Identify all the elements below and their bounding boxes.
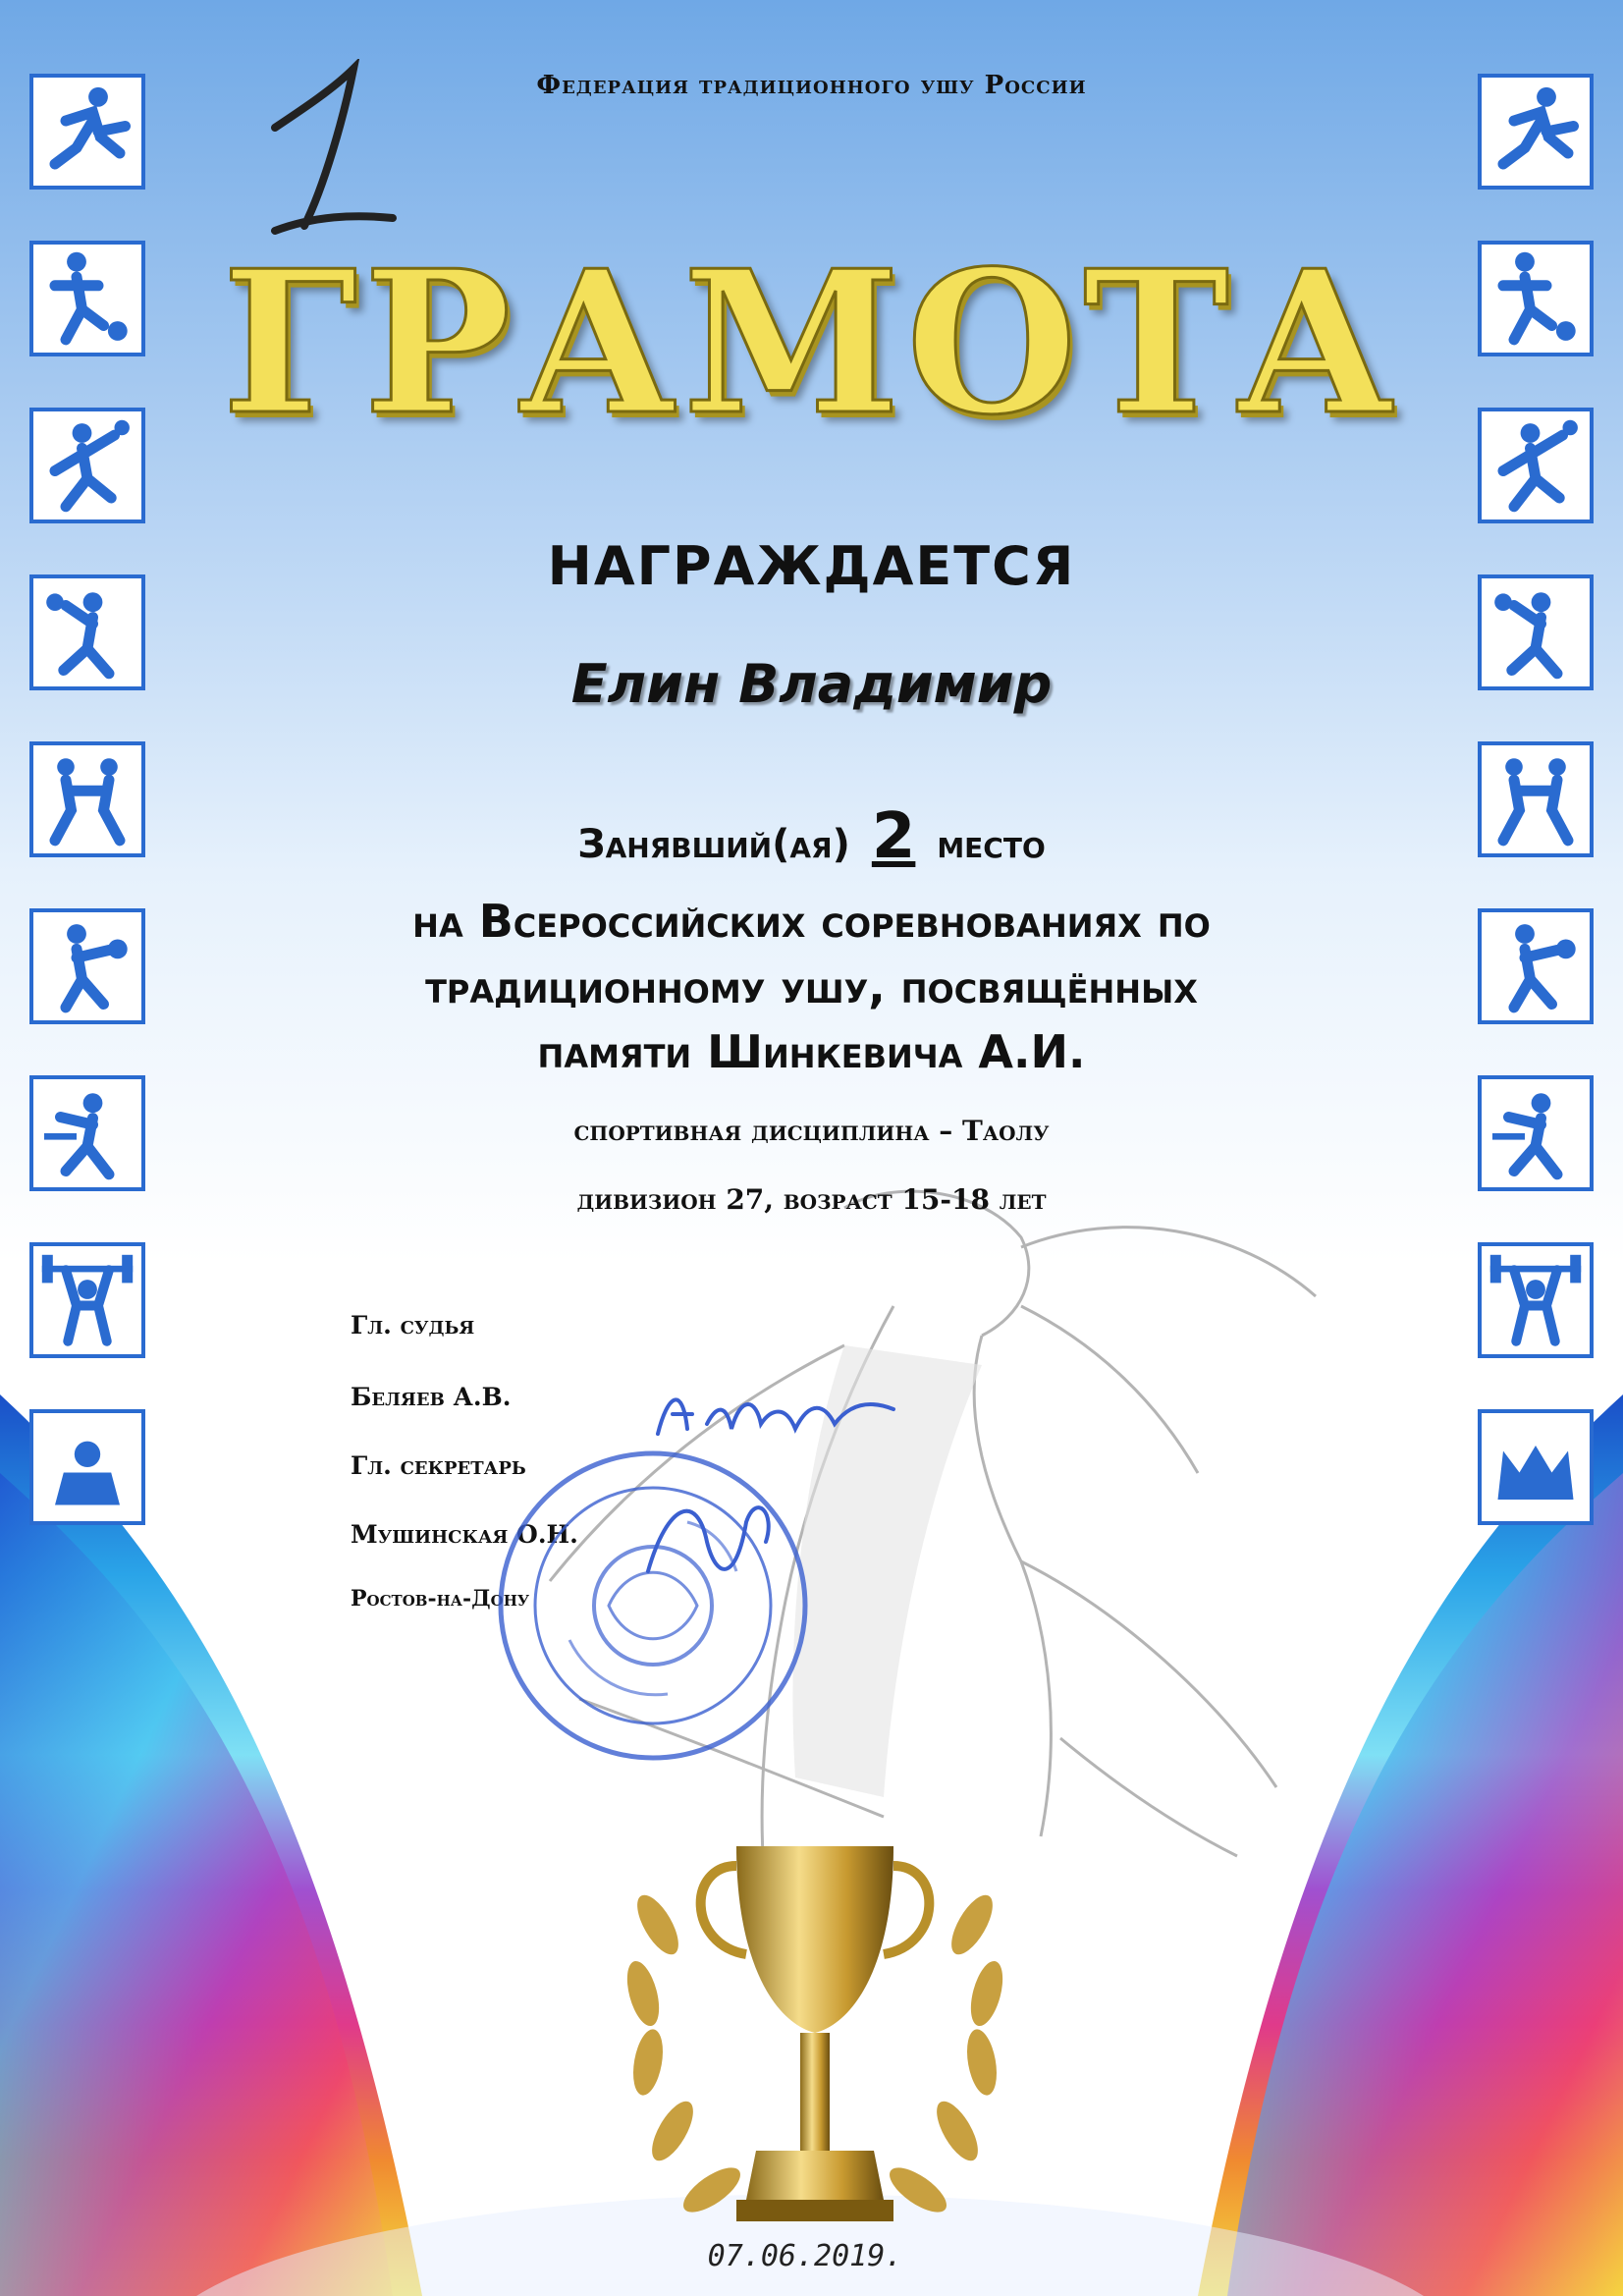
- running-icon: [1478, 74, 1594, 190]
- football-icon: [1478, 241, 1594, 356]
- chief-secretary-label: Гл. секретарь: [351, 1451, 526, 1480]
- discipline-line: спортивная дисциплина – Таолу: [573, 1115, 1050, 1147]
- table-tennis-icon: [29, 1075, 145, 1191]
- certificate-title: ГРАМОТА: [222, 228, 1401, 459]
- federation-name: Федерация традиционного ушу России: [536, 71, 1087, 100]
- boxing-icon: [1478, 908, 1594, 1024]
- boxing-icon: [29, 908, 145, 1024]
- event-line: традиционному ушу, посвящённых: [425, 959, 1198, 1013]
- judge-signature: [648, 1375, 903, 1453]
- division-line: дивизион 27, возраст 15-18 лет: [576, 1183, 1047, 1216]
- football-icon: [29, 241, 145, 356]
- event-line: на Всероссийских соревнованиях по: [412, 895, 1211, 948]
- place-number: 2: [871, 800, 916, 873]
- place-suffix: место: [937, 822, 1046, 867]
- chess-icon: [29, 1409, 145, 1525]
- chief-judge-name: Беляев А.В.: [351, 1383, 512, 1411]
- wrestling-icon: [29, 741, 145, 857]
- place-line: [295, 800, 1328, 873]
- volleyball-icon: [1478, 574, 1594, 690]
- awarded-heading: НАГРАЖДАЕТСЯ: [547, 535, 1076, 597]
- volleyball-icon: [29, 574, 145, 690]
- right-sport-icons-strip: [1478, 0, 1594, 1669]
- event-description: [226, 889, 1397, 1085]
- wrestling-icon: [1478, 741, 1594, 857]
- award-date: 07.06.2019.: [707, 2239, 903, 2273]
- left-sport-icons-strip: [29, 0, 145, 1669]
- table-tennis-icon: [1478, 1075, 1594, 1191]
- chief-judge-label: Гл. судья: [351, 1311, 475, 1339]
- weightlifting-icon: [29, 1242, 145, 1358]
- place-prefix: Занявший(ая): [577, 822, 850, 867]
- chief-secretary-name: Мушинская О.Н.: [351, 1520, 578, 1549]
- running-icon: [29, 74, 145, 190]
- secretary-signature: [628, 1483, 785, 1601]
- trophy-with-laurels: [589, 1807, 1041, 2278]
- recipient-name: Елин Владимир: [570, 653, 1053, 715]
- event-line: памяти Шинкевича А.И.: [537, 1025, 1086, 1079]
- handball-icon: [29, 408, 145, 523]
- chess-icon: [1478, 1409, 1594, 1525]
- handball-icon: [1478, 408, 1594, 523]
- weightlifting-icon: [1478, 1242, 1594, 1358]
- city: Ростов-на-Дону: [351, 1586, 530, 1612]
